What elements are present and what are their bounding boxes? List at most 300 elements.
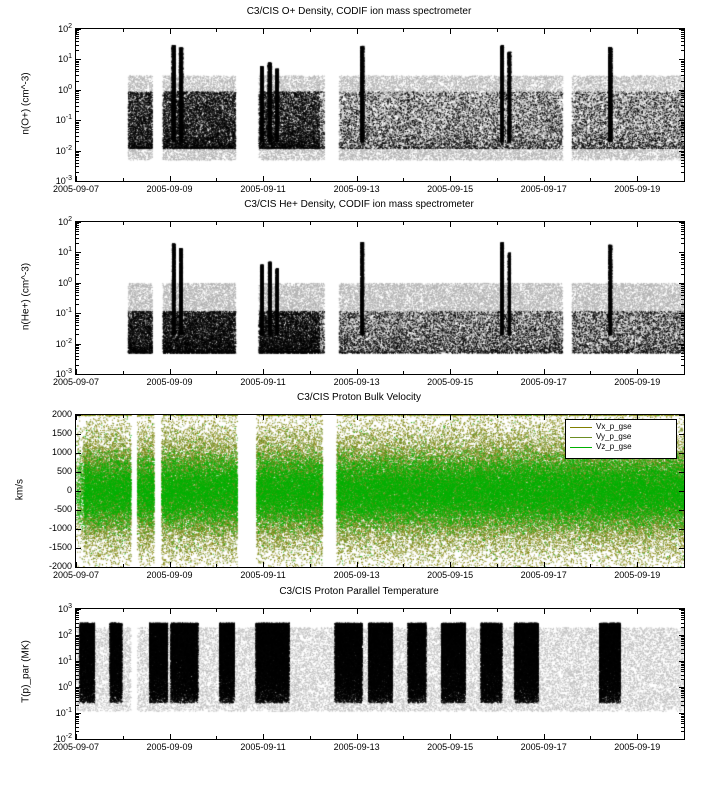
y-minor-tick-mark: [681, 71, 684, 72]
y-tick-label: $10^1$: [58, 53, 72, 65]
x-tick-mark: [170, 369, 171, 374]
y-tick-mark: [76, 567, 81, 568]
y-minor-tick-mark: [76, 45, 79, 46]
x-minor-tick-mark: [497, 178, 498, 181]
y-minor-tick-mark: [681, 615, 684, 616]
y-minor-tick-mark: [681, 717, 684, 718]
y-minor-tick-mark: [76, 717, 79, 718]
y-minor-tick-mark: [681, 81, 684, 82]
y-minor-tick-mark: [681, 667, 684, 668]
y-minor-tick-mark: [76, 155, 79, 156]
y-minor-tick-mark: [681, 231, 684, 232]
x-minor-tick-mark: [310, 371, 311, 374]
x-minor-tick-mark: [403, 609, 404, 612]
x-tick-mark: [76, 176, 77, 181]
x-minor-tick-mark: [123, 609, 124, 612]
y-minor-tick-mark: [681, 731, 684, 732]
y-minor-tick-mark: [76, 229, 79, 230]
x-tick-mark: [76, 734, 77, 739]
y-tick-mark: [679, 567, 684, 568]
y-tick-label: $10^3$: [58, 603, 72, 614]
x-tick-mark: [76, 415, 77, 420]
y-minor-tick-mark: [76, 290, 79, 291]
y-minor-tick-mark: [76, 664, 79, 665]
y-minor-tick-mark: [681, 34, 684, 35]
y-minor-tick-mark: [681, 227, 684, 228]
y-minor-tick-mark: [681, 136, 684, 137]
x-tick-label: 2005-09-19: [614, 184, 661, 194]
y-minor-tick-mark: [76, 641, 79, 642]
x-tick-label: 2005-09-09: [146, 184, 193, 194]
y-minor-tick-mark: [76, 705, 79, 706]
y-minor-tick-mark: [76, 129, 79, 130]
x-tick-mark: [637, 369, 638, 374]
y-minor-tick-mark: [76, 316, 79, 317]
x-tick-mark: [450, 609, 451, 614]
x-minor-tick-mark: [497, 29, 498, 32]
y-minor-tick-mark: [681, 102, 684, 103]
y-minor-tick-mark: [681, 95, 684, 96]
y-minor-tick-mark: [76, 617, 79, 618]
scatter-data-area: [76, 222, 684, 374]
x-tick-mark: [450, 734, 451, 739]
x-minor-tick-mark: [403, 29, 404, 32]
y-minor-tick-mark: [681, 223, 684, 224]
y-minor-tick-mark: [681, 69, 684, 70]
y-axis-label: n(He+) (cm^-3): [20, 262, 32, 331]
x-minor-tick-mark: [497, 564, 498, 567]
y-minor-tick-mark: [681, 662, 684, 663]
y-minor-tick-mark: [76, 667, 79, 668]
x-minor-tick-mark: [497, 609, 498, 612]
y-minor-tick-mark: [76, 38, 79, 39]
y-minor-tick-mark: [681, 32, 684, 33]
y-tick-label: 500: [56, 466, 72, 476]
y-minor-tick-mark: [76, 160, 79, 161]
y-minor-tick-mark: [681, 612, 684, 613]
y-tick-label: -1500: [48, 542, 72, 552]
y-minor-tick-mark: [76, 679, 79, 680]
y-tick-label: -2000: [48, 561, 72, 571]
y-tick-mark: [679, 548, 684, 549]
y-minor-tick-mark: [76, 286, 79, 287]
x-minor-tick-mark: [590, 178, 591, 181]
y-minor-tick-mark: [681, 619, 684, 620]
y-tick-label: -500: [53, 504, 72, 514]
x-tick-mark: [357, 415, 358, 420]
y-minor-tick-mark: [76, 691, 79, 692]
y-minor-tick-mark: [681, 705, 684, 706]
y-minor-tick-mark: [76, 649, 79, 650]
x-minor-tick-mark: [310, 609, 311, 612]
x-tick-mark: [637, 609, 638, 614]
x-tick-mark: [263, 609, 264, 614]
y-minor-tick-mark: [681, 106, 684, 107]
y-minor-tick-mark: [681, 255, 684, 256]
x-minor-tick-mark: [590, 415, 591, 418]
y-minor-tick-mark: [76, 727, 79, 728]
y-minor-tick-mark: [76, 71, 79, 72]
y-tick-label: $10^{-1}$: [55, 114, 72, 126]
y-minor-tick-mark: [681, 45, 684, 46]
y-tick-mark: [76, 739, 81, 740]
y-minor-tick-mark: [681, 122, 684, 123]
y-minor-tick-mark: [681, 675, 684, 676]
y-minor-tick-mark: [681, 690, 684, 691]
x-tick-mark: [357, 562, 358, 567]
x-tick-label: 2005-09-11: [240, 570, 286, 580]
x-minor-tick-mark: [216, 371, 217, 374]
y-tick-label: $10^{-2}$: [55, 144, 72, 156]
scatter-data-area: [76, 609, 684, 739]
y-minor-tick-mark: [76, 615, 79, 616]
y-minor-tick-mark: [681, 50, 684, 51]
y-minor-tick-mark: [681, 716, 684, 717]
x-tick-label: 2005-09-15: [427, 570, 474, 580]
x-minor-tick-mark: [216, 736, 217, 739]
y-minor-tick-mark: [76, 234, 79, 235]
y-minor-tick-mark: [681, 91, 684, 92]
y-minor-tick-mark: [681, 30, 684, 31]
y-minor-tick-mark: [681, 99, 684, 100]
x-tick-mark: [170, 29, 171, 34]
y-minor-tick-mark: [76, 690, 79, 691]
y-minor-tick-mark: [681, 316, 684, 317]
x-minor-tick-mark: [123, 371, 124, 374]
y-minor-tick-mark: [76, 304, 79, 305]
y-minor-tick-mark: [681, 234, 684, 235]
x-tick-label: 2005-09-07: [52, 184, 100, 194]
x-tick-mark: [263, 369, 264, 374]
y-minor-tick-mark: [681, 304, 684, 305]
y-minor-tick-mark: [681, 160, 684, 161]
x-tick-mark: [76, 222, 77, 227]
panel-title: C3/CIS O+ Density, CODIF ion mass spectrometer: [246, 6, 472, 17]
y-minor-tick-mark: [76, 231, 79, 232]
y-minor-tick-mark: [76, 75, 79, 76]
y-minor-tick-mark: [76, 166, 79, 167]
y-minor-tick-mark: [681, 665, 684, 666]
y-minor-tick-mark: [681, 638, 684, 639]
y-minor-tick-mark: [681, 66, 684, 67]
y-minor-tick-mark: [76, 274, 79, 275]
y-tick-mark: [679, 510, 684, 511]
y-tick-mark: [76, 453, 81, 454]
x-tick-label: 2005-09-19: [614, 570, 661, 580]
panel-he-plus-density: [0, 199, 718, 394]
y-minor-tick-mark: [681, 64, 684, 65]
x-minor-tick-mark: [123, 736, 124, 739]
y-tick-label: $10^{-1}$: [55, 707, 72, 718]
y-minor-tick-mark: [76, 320, 79, 321]
plot-frame: [75, 28, 685, 182]
x-tick-label: 2005-09-07: [52, 570, 100, 580]
y-tick-mark: [679, 472, 684, 473]
y-minor-tick-mark: [76, 61, 79, 62]
x-minor-tick-mark: [310, 178, 311, 181]
y-minor-tick-mark: [76, 41, 79, 42]
y-minor-tick-mark: [76, 353, 79, 354]
y-minor-tick-mark: [76, 671, 79, 672]
y-minor-tick-mark: [681, 268, 684, 269]
y-tick-label: $10^{-1}$: [55, 307, 72, 319]
y-tick-mark: [76, 434, 81, 435]
x-minor-tick-mark: [403, 178, 404, 181]
x-tick-label: 2005-09-15: [427, 377, 474, 387]
y-minor-tick-mark: [76, 299, 79, 300]
y-minor-tick-mark: [76, 262, 79, 263]
panel-title: C3/CIS He+ Density, CODIF ion mass spectrometer: [244, 199, 474, 210]
y-tick-mark: [679, 739, 684, 740]
x-tick-mark: [637, 29, 638, 34]
y-minor-tick-mark: [76, 284, 79, 285]
y-minor-tick-mark: [681, 132, 684, 133]
y-minor-tick-mark: [76, 97, 79, 98]
legend-swatch-vy: [570, 437, 592, 438]
y-minor-tick-mark: [681, 257, 684, 258]
x-tick-mark: [544, 734, 545, 739]
y-minor-tick-mark: [681, 645, 684, 646]
x-tick-mark: [263, 734, 264, 739]
y-minor-tick-mark: [76, 329, 79, 330]
x-tick-label: 2005-09-13: [333, 377, 380, 387]
x-minor-tick-mark: [123, 564, 124, 567]
y-minor-tick-mark: [681, 262, 684, 263]
y-tick-label: $10^0$: [58, 681, 72, 692]
y-minor-tick-mark: [76, 152, 79, 153]
x-minor-tick-mark: [310, 736, 311, 739]
x-tick-mark: [170, 734, 171, 739]
y-minor-tick-mark: [681, 259, 684, 260]
y-minor-tick-mark: [681, 254, 684, 255]
y-tick-mark: [76, 181, 81, 182]
y-minor-tick-mark: [681, 610, 684, 611]
x-tick-mark: [357, 29, 358, 34]
y-minor-tick-mark: [76, 295, 79, 296]
y-minor-tick-mark: [76, 665, 79, 666]
y-minor-tick-mark: [76, 292, 79, 293]
y-minor-tick-mark: [681, 653, 684, 654]
y-minor-tick-mark: [76, 62, 79, 63]
x-tick-label: 2005-09-19: [614, 377, 661, 387]
y-minor-tick-mark: [76, 669, 79, 670]
y-minor-tick-mark: [76, 259, 79, 260]
y-tick-mark: [679, 453, 684, 454]
x-tick-mark: [263, 176, 264, 181]
y-minor-tick-mark: [681, 318, 684, 319]
y-minor-tick-mark: [76, 91, 79, 92]
y-minor-tick-mark: [76, 721, 79, 722]
x-tick-mark: [263, 415, 264, 420]
y-tick-label: $10^2$: [58, 216, 72, 227]
y-minor-tick-mark: [76, 125, 79, 126]
x-tick-mark: [450, 369, 451, 374]
y-tick-mark: [679, 181, 684, 182]
y-minor-tick-mark: [681, 61, 684, 62]
y-minor-tick-mark: [681, 617, 684, 618]
x-tick-mark: [544, 176, 545, 181]
y-minor-tick-mark: [681, 154, 684, 155]
x-minor-tick-mark: [590, 371, 591, 374]
y-axis-label: T(p)_par (MK): [20, 640, 32, 703]
legend-swatch-vz: [570, 447, 592, 448]
legend-label-vz: Vz_p_gse: [596, 442, 632, 451]
y-minor-tick-mark: [681, 356, 684, 357]
panel-proton-parallel-temperature: [0, 586, 718, 791]
legend-swatch-vx: [570, 427, 592, 428]
y-minor-tick-mark: [76, 255, 79, 256]
y-minor-tick-mark: [681, 290, 684, 291]
x-tick-mark: [357, 369, 358, 374]
y-minor-tick-mark: [681, 155, 684, 156]
y-minor-tick-mark: [681, 225, 684, 226]
x-minor-tick-mark: [403, 736, 404, 739]
y-minor-tick-mark: [681, 353, 684, 354]
legend-item-vy: [570, 432, 672, 442]
x-tick-mark: [637, 176, 638, 181]
x-minor-tick-mark: [590, 29, 591, 32]
y-tick-label: $10^{-3}$: [55, 368, 72, 379]
y-minor-tick-mark: [681, 727, 684, 728]
x-minor-tick-mark: [497, 736, 498, 739]
y-minor-tick-mark: [681, 125, 684, 126]
y-minor-tick-mark: [76, 163, 79, 164]
panel-title: C3/CIS Proton Bulk Velocity: [297, 392, 421, 403]
y-minor-tick-mark: [681, 97, 684, 98]
x-tick-mark: [637, 734, 638, 739]
x-tick-label: 2005-09-17: [520, 570, 567, 580]
x-tick-mark: [544, 415, 545, 420]
x-minor-tick-mark: [216, 415, 217, 418]
y-minor-tick-mark: [681, 641, 684, 642]
y-minor-tick-mark: [681, 334, 684, 335]
y-minor-tick-mark: [681, 286, 684, 287]
y-minor-tick-mark: [76, 701, 79, 702]
y-minor-tick-mark: [76, 638, 79, 639]
panel-title: C3/CIS Proton Parallel Temperature: [279, 586, 439, 597]
x-tick-mark: [76, 609, 77, 614]
y-minor-tick-mark: [76, 257, 79, 258]
x-tick-mark: [544, 369, 545, 374]
y-tick-label: 2000: [51, 409, 72, 419]
x-tick-label: 2005-09-17: [520, 742, 567, 752]
y-minor-tick-mark: [76, 127, 79, 128]
y-minor-tick-mark: [681, 350, 684, 351]
y-tick-label: $10^0$: [58, 83, 72, 95]
y-minor-tick-mark: [681, 36, 684, 37]
x-tick-mark: [170, 562, 171, 567]
y-minor-tick-mark: [76, 318, 79, 319]
x-minor-tick-mark: [216, 29, 217, 32]
y-minor-tick-mark: [681, 721, 684, 722]
x-minor-tick-mark: [310, 564, 311, 567]
y-tick-label: -1000: [48, 523, 72, 533]
y-minor-tick-mark: [76, 81, 79, 82]
x-tick-mark: [450, 562, 451, 567]
legend-item-vx: [570, 422, 672, 432]
x-tick-mark: [76, 369, 77, 374]
y-minor-tick-mark: [76, 102, 79, 103]
y-minor-tick-mark: [681, 62, 684, 63]
legend: [565, 419, 677, 459]
x-tick-mark: [450, 176, 451, 181]
y-minor-tick-mark: [76, 662, 79, 663]
y-tick-mark: [679, 374, 684, 375]
y-minor-tick-mark: [681, 714, 684, 715]
y-minor-tick-mark: [76, 69, 79, 70]
y-minor-tick-mark: [76, 315, 79, 316]
y-minor-tick-mark: [681, 679, 684, 680]
x-tick-label: 2005-09-15: [427, 742, 474, 752]
plot-frame: [75, 608, 685, 740]
y-minor-tick-mark: [681, 315, 684, 316]
y-minor-tick-mark: [76, 693, 79, 694]
x-minor-tick-mark: [310, 415, 311, 418]
y-tick-mark: [76, 374, 81, 375]
y-minor-tick-mark: [76, 254, 79, 255]
y-minor-tick-mark: [681, 166, 684, 167]
y-minor-tick-mark: [681, 75, 684, 76]
y-tick-label: $10^1$: [58, 655, 72, 666]
y-axis-label: km/s: [14, 478, 26, 501]
y-minor-tick-mark: [76, 95, 79, 96]
y-minor-tick-mark: [681, 636, 684, 637]
y-minor-tick-mark: [76, 688, 79, 689]
x-tick-label: 2005-09-07: [52, 377, 100, 387]
x-tick-label: 2005-09-13: [333, 742, 380, 752]
x-minor-tick-mark: [403, 222, 404, 225]
y-minor-tick-mark: [76, 334, 79, 335]
x-tick-label: 2005-09-09: [146, 570, 193, 580]
y-minor-tick-mark: [681, 691, 684, 692]
x-tick-mark: [544, 222, 545, 227]
x-tick-mark: [450, 415, 451, 420]
y-minor-tick-mark: [681, 627, 684, 628]
x-minor-tick-mark: [590, 564, 591, 567]
y-minor-tick-mark: [681, 639, 684, 640]
y-minor-tick-mark: [76, 93, 79, 94]
y-tick-label: $10^2$: [58, 629, 72, 640]
y-minor-tick-mark: [76, 66, 79, 67]
x-minor-tick-mark: [403, 371, 404, 374]
x-minor-tick-mark: [123, 29, 124, 32]
y-minor-tick-mark: [681, 719, 684, 720]
x-tick-mark: [637, 562, 638, 567]
y-minor-tick-mark: [681, 329, 684, 330]
x-tick-mark: [263, 222, 264, 227]
x-minor-tick-mark: [590, 736, 591, 739]
y-minor-tick-mark: [76, 723, 79, 724]
y-minor-tick-mark: [76, 623, 79, 624]
x-tick-mark: [170, 222, 171, 227]
y-minor-tick-mark: [681, 697, 684, 698]
y-minor-tick-mark: [681, 688, 684, 689]
y-minor-tick-mark: [76, 288, 79, 289]
x-tick-mark: [637, 415, 638, 420]
x-minor-tick-mark: [497, 415, 498, 418]
y-minor-tick-mark: [76, 645, 79, 646]
x-tick-mark: [450, 222, 451, 227]
y-minor-tick-mark: [76, 99, 79, 100]
y-minor-tick-mark: [681, 295, 684, 296]
y-tick-mark: [679, 529, 684, 530]
x-tick-label: 2005-09-09: [146, 377, 193, 387]
y-minor-tick-mark: [76, 322, 79, 323]
y-minor-tick-mark: [76, 347, 79, 348]
panel-proton-bulk-velocity: [0, 392, 718, 587]
y-tick-mark: [679, 434, 684, 435]
y-minor-tick-mark: [76, 122, 79, 123]
